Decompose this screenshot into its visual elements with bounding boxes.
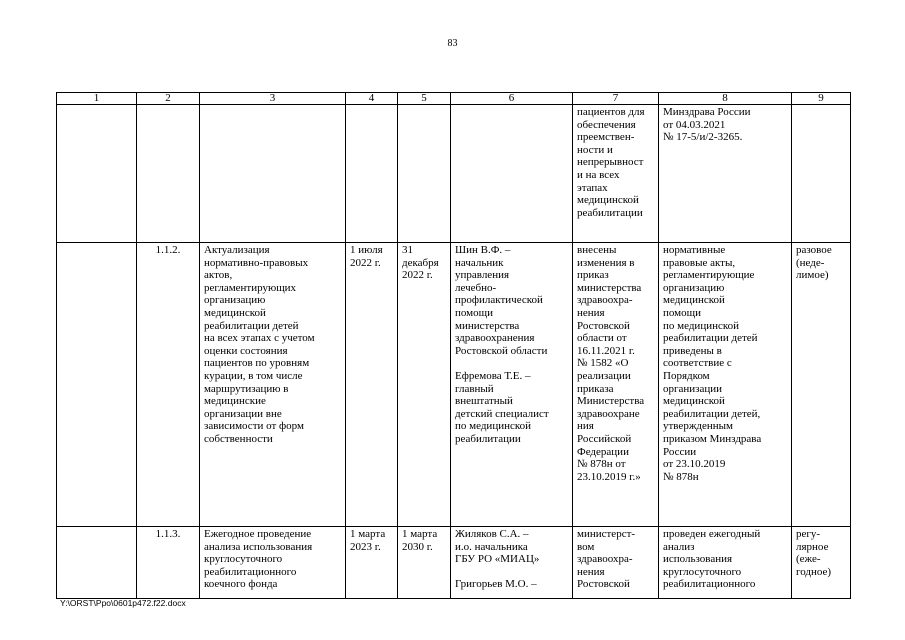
cell-line: помощи bbox=[663, 306, 701, 319]
cell-line: пациентов для bbox=[577, 106, 645, 118]
cell-title bbox=[200, 105, 346, 243]
cell-document bbox=[659, 527, 792, 599]
cell-line: профилактической bbox=[455, 294, 543, 307]
cell-line: по медицинской bbox=[455, 420, 532, 433]
cell-line: области от bbox=[577, 332, 627, 345]
cell-line: 16.11.2021 г. bbox=[577, 344, 635, 357]
cell-line: от 23.10.2019 bbox=[663, 458, 726, 471]
cell-line: медицинской bbox=[204, 306, 266, 319]
cell-num: 1.1.2. bbox=[137, 243, 200, 527]
cell-line: лимое) bbox=[796, 269, 829, 282]
cell-line: нормативные bbox=[663, 244, 726, 256]
cell-start bbox=[346, 243, 398, 527]
cell-empty bbox=[57, 527, 137, 599]
cell-responsible bbox=[451, 527, 573, 599]
cell-line: здравоохра- bbox=[577, 553, 633, 566]
cell-document bbox=[659, 243, 792, 527]
cell-line: по медицинской bbox=[663, 319, 740, 332]
cell-line: 2022 г. bbox=[402, 269, 433, 282]
header-cell: 6 bbox=[451, 93, 573, 105]
header-cell: 5 bbox=[398, 93, 451, 105]
cell-line: реабилитации bbox=[577, 206, 643, 219]
cell-line: непрерывност bbox=[577, 156, 644, 169]
cell-line: 2030 г. bbox=[402, 540, 433, 553]
cell-line: реабилитационного bbox=[204, 565, 297, 578]
cell-line: Ежегодное проведение bbox=[204, 528, 312, 540]
cell-line: разовое bbox=[796, 244, 832, 256]
cell-end bbox=[398, 243, 451, 527]
page-number: 83 bbox=[447, 38, 458, 49]
cell-responsible bbox=[451, 105, 573, 243]
cell-line: изменения в bbox=[577, 256, 635, 269]
cell-num bbox=[137, 105, 200, 243]
cell-end bbox=[398, 105, 451, 243]
header-cell: 8 bbox=[659, 93, 792, 105]
cell-line: организации вне bbox=[204, 407, 282, 420]
cell-line: приведены в bbox=[663, 344, 722, 357]
header-cell: 7 bbox=[573, 93, 659, 105]
cell-line: 1 июля bbox=[350, 244, 383, 256]
header-cell: 4 bbox=[346, 93, 398, 105]
table-row bbox=[57, 243, 851, 527]
cell-line: маршрутизацию в bbox=[204, 382, 289, 395]
cell-line: обеспечения bbox=[577, 118, 636, 131]
cell-line: № 1582 «О bbox=[577, 357, 629, 370]
cell-line: Российской bbox=[577, 432, 632, 445]
header-cell: 3 bbox=[200, 93, 346, 105]
cell-line: 1 марта bbox=[402, 528, 438, 540]
cell-line: Шин В.Ф. – bbox=[455, 244, 511, 256]
cell-line: правовые акты, bbox=[663, 256, 736, 269]
cell-line: Ростовской bbox=[577, 319, 630, 332]
cell-line: медицинской bbox=[577, 194, 639, 207]
cell-line: 2022 г. bbox=[350, 256, 381, 269]
cell-line: (еже- bbox=[796, 553, 821, 566]
cell-line: ности и bbox=[577, 143, 613, 156]
cell-line: использования bbox=[663, 553, 733, 566]
cell-line: помощи bbox=[455, 306, 493, 319]
cell-num: 1.1.3. bbox=[137, 527, 200, 599]
cell-line bbox=[455, 566, 568, 579]
cell-line: круглосуточного bbox=[204, 553, 283, 566]
cell-line: нения bbox=[577, 565, 605, 578]
cell-line: приказа bbox=[577, 382, 614, 395]
cell-line: Актуализация bbox=[204, 244, 270, 256]
cell-line: соответствие с bbox=[663, 357, 732, 370]
cell-line: нормативно-правовых bbox=[204, 256, 309, 269]
cell-type bbox=[792, 243, 851, 527]
cell-line: 23.10.2019 г.» bbox=[577, 470, 641, 483]
cell-line: реабилитации детей bbox=[204, 319, 299, 332]
cell-line: медицинской bbox=[663, 395, 725, 408]
cell-line: № 878н bbox=[663, 470, 699, 483]
cell-line: и.о. начальника bbox=[455, 540, 528, 553]
cell-line: внештатный bbox=[455, 395, 513, 408]
cell-line: декабря bbox=[402, 256, 439, 269]
cell-line: реабилитационного bbox=[663, 578, 756, 591]
cell-type bbox=[792, 105, 851, 243]
cell-line: здравоохра- bbox=[577, 294, 633, 307]
cell-result bbox=[573, 105, 659, 243]
cell-line: на всех этапах с учетом bbox=[204, 332, 315, 345]
cell-line: Порядком bbox=[663, 369, 710, 382]
cell-line: здравоохране bbox=[577, 407, 640, 420]
cell-line: реабилитации bbox=[455, 432, 521, 445]
cell-line: медицинской bbox=[663, 294, 725, 307]
cell-start bbox=[346, 527, 398, 599]
cell-title bbox=[200, 527, 346, 599]
cell-line: регламентирующие bbox=[663, 269, 755, 282]
cell-line: ния bbox=[577, 420, 594, 433]
cell-empty bbox=[57, 105, 137, 243]
cell-result bbox=[573, 243, 659, 527]
cell-line: регу- bbox=[796, 528, 821, 540]
cell-line: годное) bbox=[796, 565, 832, 578]
table-row bbox=[57, 105, 851, 243]
cell-line: внесены bbox=[577, 244, 617, 256]
plan-table bbox=[56, 92, 851, 599]
cell-line: Ефремова Т.Е. – bbox=[455, 369, 531, 382]
cell-line: анализа использования bbox=[204, 540, 313, 553]
cell-line: зависимости от форм bbox=[204, 420, 304, 433]
cell-line: здравоохранения bbox=[455, 332, 535, 345]
cell-start bbox=[346, 105, 398, 243]
cell-line: Жиляков С.А. – bbox=[455, 528, 529, 540]
cell-line: министерст- bbox=[577, 528, 636, 540]
cell-line: реализации bbox=[577, 369, 631, 382]
cell-line: России bbox=[663, 445, 697, 458]
cell-line: актов, bbox=[204, 269, 233, 282]
cell-end bbox=[398, 527, 451, 599]
cell-type bbox=[792, 527, 851, 599]
cell-line: курации, в том числе bbox=[204, 369, 303, 382]
cell-line: ГБУ РО «МИАЦ» bbox=[455, 553, 540, 566]
cell-line: этапах bbox=[577, 181, 608, 194]
cell-line: Ростовской области bbox=[455, 344, 548, 357]
cell-line: управления bbox=[455, 269, 510, 282]
cell-line: 1 марта bbox=[350, 528, 386, 540]
cell-line: главный bbox=[455, 382, 494, 395]
cell-title bbox=[200, 243, 346, 527]
cell-document bbox=[659, 105, 792, 243]
cell-line: приказом Минздрава bbox=[663, 432, 762, 445]
cell-line: собственности bbox=[204, 432, 273, 445]
cell-line: от 04.03.2021 bbox=[663, 118, 726, 131]
cell-line: детский специалист bbox=[455, 407, 549, 420]
cell-line: лярное bbox=[796, 540, 829, 553]
cell-line: организацию bbox=[663, 281, 725, 294]
cell-line: Минздрава России bbox=[663, 106, 751, 118]
cell-empty bbox=[57, 243, 137, 527]
cell-line: регламентирующих bbox=[204, 281, 297, 294]
cell-result bbox=[573, 527, 659, 599]
cell-line: Григорьев М.О. – bbox=[455, 578, 537, 591]
cell-line: Министерства bbox=[577, 395, 645, 408]
cell-line: анализ bbox=[663, 540, 695, 553]
cell-line: вом bbox=[577, 540, 595, 553]
cell-line: лечебно- bbox=[455, 281, 497, 294]
cell-line: реабилитации детей, bbox=[663, 407, 761, 420]
cell-line: организацию bbox=[204, 294, 266, 307]
cell-line: медицинские bbox=[204, 395, 266, 408]
cell-line: коечного фонда bbox=[204, 578, 278, 591]
cell-line bbox=[455, 357, 568, 370]
cell-line: министерства bbox=[577, 281, 642, 294]
table-row bbox=[57, 527, 851, 599]
header-cell: 1 bbox=[57, 93, 137, 105]
cell-line: преемствен- bbox=[577, 131, 635, 144]
cell-line: круглосуточного bbox=[663, 565, 742, 578]
cell-line: № 17-5/и/2-3265. bbox=[663, 131, 743, 144]
cell-line: приказ bbox=[577, 269, 609, 282]
cell-line: Федерации bbox=[577, 445, 629, 458]
cell-line: оценки состояния bbox=[204, 344, 288, 357]
cell-line: утвержденным bbox=[663, 420, 734, 433]
cell-line: Ростовской bbox=[577, 578, 630, 591]
cell-line: организации bbox=[663, 382, 723, 395]
header-cell: 9 bbox=[792, 93, 851, 105]
column-number-row bbox=[57, 93, 851, 105]
cell-line: 2023 г. bbox=[350, 540, 381, 553]
cell-line: 31 bbox=[402, 244, 413, 256]
cell-line: реабилитации детей bbox=[663, 332, 758, 345]
cell-line: министерства bbox=[455, 319, 520, 332]
cell-responsible bbox=[451, 243, 573, 527]
cell-line: (неде- bbox=[796, 256, 825, 269]
cell-line: проведен ежегодный bbox=[663, 528, 761, 540]
header-cell: 2 bbox=[137, 93, 200, 105]
file-path-footer: Y:\ORST\Ppo\0601p472.f22.docx bbox=[60, 598, 186, 608]
cell-line: нения bbox=[577, 306, 605, 319]
cell-line: № 878н от bbox=[577, 458, 626, 471]
cell-line: начальник bbox=[455, 256, 504, 269]
cell-line: пациентов по уровням bbox=[204, 357, 310, 370]
cell-line: и на всех bbox=[577, 168, 620, 181]
